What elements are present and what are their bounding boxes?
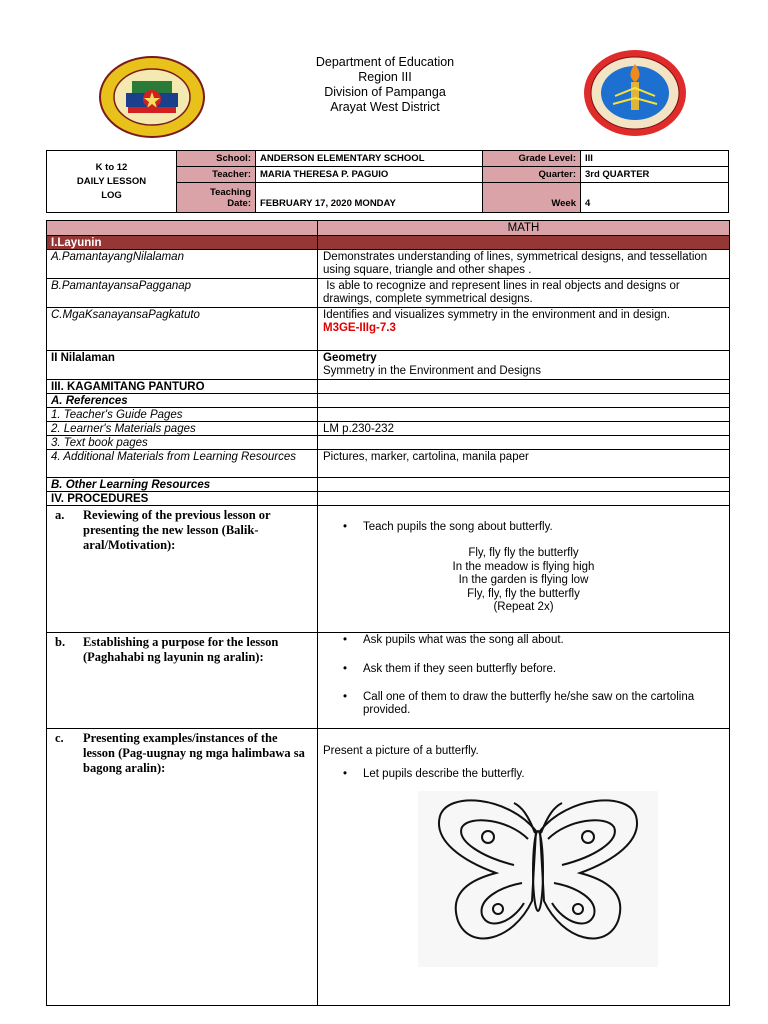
subject-header: MATH xyxy=(318,221,729,235)
procedure-b-content xyxy=(318,633,729,728)
textbook-pages-label: 3. Text book pages xyxy=(47,436,318,449)
teacher-value: MARIA THERESA P. PAGUIO xyxy=(256,167,483,183)
kagamitan-row xyxy=(47,380,729,394)
nilalaman-label: II Nilalaman xyxy=(47,351,318,379)
content-standard-value: Demonstrates understanding of lines, symmetrical designs, and tessellation using square, triangle and other shapes . xyxy=(323,251,708,276)
procedure-c-label xyxy=(55,731,311,776)
week-label: Week xyxy=(483,183,581,212)
page-header xyxy=(0,0,768,145)
school-value: ANDERSON ELEMENTARY SCHOOL xyxy=(256,151,483,167)
textbook-pages-value xyxy=(318,436,729,449)
references-blank xyxy=(318,394,729,407)
procedure-b-row xyxy=(47,633,729,729)
procedure-a-letter: a. xyxy=(55,508,65,522)
layunin-blank xyxy=(318,236,729,249)
performance-standard-label: B.PamantayansaPagganap xyxy=(47,279,318,307)
lesson-info-table xyxy=(46,150,729,213)
procedure-c-bullet: • Let pupils describe the butterfly. xyxy=(323,768,724,781)
teaching-date-label-1: Teaching xyxy=(210,186,251,198)
dll-title-line-1: K to 12 xyxy=(95,161,128,173)
procedure-b-label xyxy=(55,635,311,665)
layunin-row xyxy=(47,236,729,250)
grade-level-value: III xyxy=(581,151,728,167)
performance-standard-value: Is able to recognize and represent lines in real objects and designs or drawings, complete symmetrical designs. xyxy=(323,280,683,305)
subject-row xyxy=(47,221,729,236)
procedure-b-bullet-2: • Ask them if they seen butterfly before. xyxy=(323,663,724,676)
grade-level-label: Grade Level: xyxy=(483,151,581,167)
layunin-heading: I.Layunin xyxy=(47,236,318,249)
content-standard-row xyxy=(47,250,729,279)
performance-standard-row xyxy=(47,279,729,308)
other-resources-label: B. Other Learning Resources xyxy=(47,478,318,491)
references-heading: A. References xyxy=(47,394,318,407)
butterfly-picture-icon xyxy=(418,791,658,967)
procedure-c-text: Presenting examples/instances of the lesson (Pag-uugnay ng mga halimbawa sa bagong aralin): xyxy=(83,731,305,775)
kagamitan-heading: III. KAGAMITANG PANTURO xyxy=(47,380,318,393)
header-line-district: Arayat West District xyxy=(330,100,440,114)
teaching-date-label-2: Date: xyxy=(227,197,251,209)
competency-value: Identifies and visualizes symmetry in the environment and in design. xyxy=(323,309,671,321)
content-standard-label: A.PamantayangNilalaman xyxy=(47,250,318,278)
quarter-value: 3rd QUARTER xyxy=(581,167,728,183)
header-line-department: Department of Education xyxy=(315,55,455,69)
additional-materials-label: 4. Additional Materials from Learning Resources xyxy=(47,450,318,477)
nilalaman-value: Symmetry in the Environment and Designs xyxy=(323,365,541,377)
procedure-c-content xyxy=(318,729,729,1005)
lm-pages-value: LM p.230-232 xyxy=(323,423,394,435)
teaching-date-label xyxy=(177,183,256,212)
competency-cell xyxy=(318,308,729,350)
dll-title xyxy=(47,151,177,212)
competency-row xyxy=(47,308,729,351)
procedure-a-content xyxy=(318,506,729,632)
tg-pages-label: 1. Teacher's Guide Pages xyxy=(47,408,318,421)
school-seal-icon xyxy=(582,48,688,138)
tg-pages-value xyxy=(318,408,729,421)
butterfly-song xyxy=(323,547,724,615)
week-value: 4 xyxy=(585,198,591,209)
procedure-a-row xyxy=(47,506,729,633)
procedure-c-row xyxy=(47,729,729,1005)
procedure-a-text: Reviewing of the previous lesson or presenting the new lesson (Balik-aral/Motivation): xyxy=(83,508,271,552)
dll-title-line-2: DAILY LESSON xyxy=(76,175,147,187)
other-resources-row xyxy=(47,478,729,492)
procedures-heading: IV. PROCEDURES xyxy=(47,492,318,505)
procedure-c-letter: c. xyxy=(55,731,64,745)
header-line-region: Region III xyxy=(358,70,412,84)
procedure-c-text-line: Present a picture of a butterfly. xyxy=(323,745,479,757)
teaching-date-value: FEBRUARY 17, 2020 MONDAY xyxy=(256,183,483,212)
song-line: In the garden is flying low xyxy=(458,574,589,586)
additional-materials-row xyxy=(47,450,729,478)
tg-pages-row xyxy=(47,408,729,422)
other-resources-value xyxy=(318,478,729,491)
procedures-row xyxy=(47,492,729,506)
song-line: In the meadow is flying high xyxy=(452,560,595,573)
procedure-b-label-cell xyxy=(47,633,318,728)
nilalaman-title: Geometry xyxy=(323,352,377,364)
dll-title-line-3: LOG xyxy=(101,189,122,201)
competency-label: C.MgaKsanayansaPagkatuto xyxy=(47,308,318,350)
song-line: (Repeat 2x) xyxy=(493,601,554,613)
teacher-label: Teacher: xyxy=(177,167,256,183)
lm-pages-label: 2. Learner's Materials pages xyxy=(47,422,318,435)
procedure-b-bullet-1: • Ask pupils what was the song all about. xyxy=(323,634,724,647)
procedure-a-bullet: • Teach pupils the song about butterfly. xyxy=(323,521,724,534)
quarter-label: Quarter: xyxy=(483,167,581,183)
deped-seal-icon xyxy=(98,55,206,139)
additional-materials-value: Pictures, marker, cartolina, manila paper xyxy=(323,451,529,463)
header-text xyxy=(250,55,520,115)
procedure-b-text: Establishing a purpose for the lesson (Paghahabi ng layunin ng aralin): xyxy=(83,635,279,664)
nilalaman-row xyxy=(47,351,729,380)
references-row xyxy=(47,394,729,408)
procedure-b-bullet-3: • Call one of them to draw the butterfly he/she saw on the cartolina provided. xyxy=(323,691,724,717)
competency-code: M3GE-IIIg-7.3 xyxy=(323,322,396,334)
header-line-division: Division of Pampanga xyxy=(324,85,446,99)
textbook-pages-row xyxy=(47,436,729,450)
procedures-blank xyxy=(318,492,729,505)
school-label: School: xyxy=(177,151,256,167)
procedure-c-label-cell xyxy=(47,729,318,1005)
lesson-plan-table xyxy=(46,220,730,1006)
nilalaman-cell xyxy=(318,351,729,379)
procedure-b-letter: b. xyxy=(55,635,66,649)
procedure-a-label xyxy=(55,508,311,553)
procedure-a-label-cell xyxy=(47,506,318,632)
lm-pages-row xyxy=(47,422,729,436)
song-line: Fly, fly fly the butterfly xyxy=(468,547,579,559)
song-line: Fly, fly, fly the butterfly xyxy=(467,587,580,600)
subject-blank-cell xyxy=(47,221,318,235)
kagamitan-blank xyxy=(318,380,729,393)
